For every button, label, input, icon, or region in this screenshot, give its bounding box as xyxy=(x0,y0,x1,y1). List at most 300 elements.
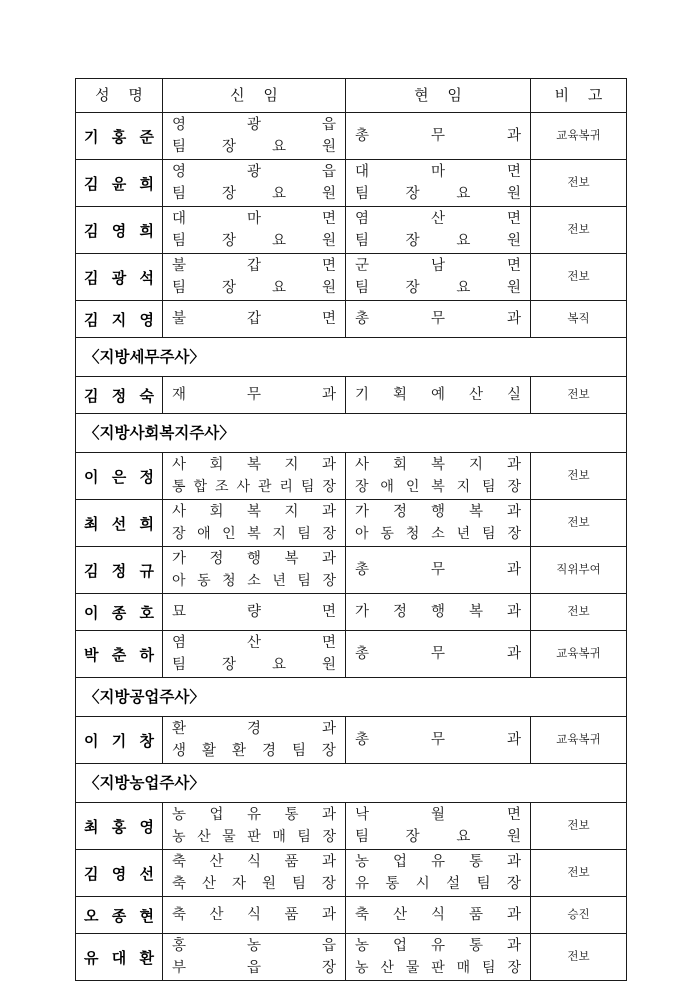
position-char: 장 xyxy=(405,233,420,249)
table-row xyxy=(76,803,627,850)
cell-remark xyxy=(531,934,627,981)
cell-new-position xyxy=(163,301,346,338)
position-char: 정 xyxy=(209,551,224,567)
position-line xyxy=(355,230,521,252)
position-line xyxy=(172,136,336,158)
cell-new-position xyxy=(163,547,346,594)
position-line xyxy=(355,302,521,336)
position-line xyxy=(172,378,336,412)
position-char: 월 xyxy=(430,807,445,823)
position-line xyxy=(172,570,336,592)
position-char: 과 xyxy=(506,938,521,954)
position-char: 과 xyxy=(506,311,521,327)
position-line xyxy=(355,898,521,932)
position-char: 과 xyxy=(321,387,336,403)
cell-name xyxy=(76,500,163,547)
table-row xyxy=(76,113,627,160)
position-text xyxy=(163,718,345,762)
position-text xyxy=(346,378,530,412)
cell-current-position xyxy=(346,254,531,301)
position-line xyxy=(172,501,336,523)
position-char: 소 xyxy=(431,526,445,542)
position-char: 원 xyxy=(321,233,336,249)
position-char: 식 xyxy=(430,907,445,923)
position-char: 활 xyxy=(201,743,216,759)
position-char: 농 xyxy=(246,938,261,954)
position-line xyxy=(172,718,336,740)
position-char: 원 xyxy=(321,280,336,296)
position-char: 합 xyxy=(193,479,208,495)
position-char: 업 xyxy=(209,807,224,823)
column-header-label: 신 임 xyxy=(230,86,285,104)
position-line xyxy=(355,454,521,476)
position-char: 복 xyxy=(284,551,299,567)
position-char: 과 xyxy=(506,604,521,620)
person-name: 오 종 현 xyxy=(84,906,158,925)
position-char: 농 xyxy=(355,938,370,954)
cell-new-position xyxy=(163,631,346,678)
cell-name xyxy=(76,301,163,338)
position-char: 기 xyxy=(355,387,370,403)
person-name: 이 종 호 xyxy=(84,603,158,622)
position-char: 마 xyxy=(246,211,261,227)
position-char: 총 xyxy=(355,646,370,662)
position-char: 년 xyxy=(456,526,471,542)
remark-text: 복직 xyxy=(567,311,590,326)
position-char: 통 xyxy=(468,854,483,870)
remark-text: 전보 xyxy=(567,468,590,483)
remark-text: 전보 xyxy=(567,818,590,833)
position-text xyxy=(346,161,530,205)
position-char: 복 xyxy=(468,504,483,520)
position-text xyxy=(346,454,530,498)
position-char: 통 xyxy=(172,479,186,495)
person-name: 김 광 석 xyxy=(84,268,158,287)
position-char: 총 xyxy=(355,128,370,144)
person-name: 최 선 희 xyxy=(84,514,158,533)
section-header-row xyxy=(76,764,627,803)
cell-remark xyxy=(531,113,627,160)
position-char: 유 xyxy=(430,938,445,954)
position-char: 팀 xyxy=(355,280,370,296)
position-char: 원 xyxy=(506,280,521,296)
position-line xyxy=(172,523,336,545)
position-char: 불 xyxy=(172,258,187,274)
cell-new-position xyxy=(163,594,346,631)
position-text xyxy=(346,804,530,848)
position-char: 읍 xyxy=(321,117,336,133)
position-char: 요 xyxy=(456,186,471,202)
position-char: 읍 xyxy=(321,164,336,180)
position-char: 장 xyxy=(507,479,521,495)
table-row xyxy=(76,850,627,897)
table-header-row xyxy=(76,79,627,113)
remark-text: 전보 xyxy=(567,222,590,237)
position-char: 면 xyxy=(506,164,521,180)
position-line xyxy=(172,114,336,136)
position-char: 무 xyxy=(430,646,445,662)
position-char: 애 xyxy=(197,526,211,542)
position-char: 과 xyxy=(506,907,521,923)
position-line xyxy=(172,548,336,570)
section-header-row xyxy=(76,338,627,377)
cell-remark xyxy=(531,594,627,631)
position-char: 농 xyxy=(355,960,369,976)
section-title: 〈지방세무주사〉 xyxy=(84,348,205,366)
position-char: 요 xyxy=(271,657,286,673)
person-name: 김 정 숙 xyxy=(84,386,158,405)
position-line xyxy=(172,476,336,498)
cell-new-position xyxy=(163,254,346,301)
cell-remark xyxy=(531,897,627,934)
position-char: 장 xyxy=(405,829,420,845)
position-text xyxy=(163,208,345,252)
position-line xyxy=(172,230,336,252)
position-char: 대 xyxy=(355,164,370,180)
position-line xyxy=(172,632,336,654)
position-char: 산 xyxy=(209,907,224,923)
position-char: 장 xyxy=(322,526,336,542)
position-char: 면 xyxy=(321,604,336,620)
remark-text: 교육복귀 xyxy=(556,732,601,747)
position-text xyxy=(346,553,530,587)
position-char: 산 xyxy=(468,387,483,403)
cell-current-position xyxy=(346,803,531,850)
table-row xyxy=(76,160,627,207)
position-char: 팀 xyxy=(297,829,311,845)
position-char: 회 xyxy=(209,504,224,520)
cell-name xyxy=(76,453,163,500)
position-line xyxy=(355,523,521,545)
cell-new-position xyxy=(163,160,346,207)
cell-current-position xyxy=(346,850,531,897)
section-header-cell xyxy=(76,338,627,377)
position-char: 장 xyxy=(506,876,521,892)
position-char: 년 xyxy=(272,573,286,589)
position-char: 원 xyxy=(506,186,521,202)
position-line xyxy=(355,595,521,629)
position-char: 요 xyxy=(456,829,471,845)
cell-remark xyxy=(531,631,627,678)
cell-new-position xyxy=(163,113,346,160)
cell-new-position xyxy=(163,453,346,500)
position-char: 장 xyxy=(321,743,336,759)
position-char: 팀 xyxy=(355,186,370,202)
cell-new-position xyxy=(163,207,346,254)
cell-name xyxy=(76,803,163,850)
section-header-row xyxy=(76,678,627,717)
position-char: 원 xyxy=(321,657,336,673)
position-line xyxy=(172,595,336,629)
cell-new-position xyxy=(163,803,346,850)
cell-name xyxy=(76,377,163,414)
position-char: 과 xyxy=(321,504,336,520)
position-char: 품 xyxy=(284,854,299,870)
position-char: 소 xyxy=(247,573,261,589)
position-char: 획 xyxy=(392,387,407,403)
cell-remark xyxy=(531,850,627,897)
position-char: 무 xyxy=(430,732,445,748)
section-title: 〈지방사회복지주사〉 xyxy=(84,424,235,442)
position-char: 팀 xyxy=(172,280,187,296)
position-text xyxy=(346,119,530,153)
position-text xyxy=(346,935,530,979)
cell-new-position xyxy=(163,377,346,414)
cell-current-position xyxy=(346,547,531,594)
position-char: 팀 xyxy=(355,233,370,249)
table-row xyxy=(76,254,627,301)
position-char: 정 xyxy=(392,604,407,620)
cell-remark xyxy=(531,160,627,207)
cell-current-position xyxy=(346,594,531,631)
cell-name xyxy=(76,850,163,897)
position-line xyxy=(172,826,336,848)
position-char: 남 xyxy=(430,258,445,274)
position-text xyxy=(163,302,345,336)
position-char: 팀 xyxy=(172,139,187,155)
person-name: 김 윤 희 xyxy=(84,174,158,193)
position-char: 인 xyxy=(222,526,236,542)
position-char: 장 xyxy=(172,526,186,542)
table-row xyxy=(76,897,627,934)
cell-name xyxy=(76,631,163,678)
position-char: 산 xyxy=(209,854,224,870)
table-body xyxy=(76,79,627,981)
person-name: 김 영 희 xyxy=(84,221,158,240)
position-line xyxy=(172,161,336,183)
position-char: 원 xyxy=(321,186,336,202)
position-line xyxy=(172,277,336,299)
column-header-label: 현 임 xyxy=(414,86,469,104)
position-char: 장 xyxy=(321,876,336,892)
cell-name xyxy=(76,254,163,301)
table-row xyxy=(76,207,627,254)
position-line xyxy=(355,804,521,826)
position-char: 염 xyxy=(172,635,187,651)
position-char: 자 xyxy=(231,876,246,892)
position-char: 품 xyxy=(284,907,299,923)
remark-text: 전보 xyxy=(567,175,590,190)
remark-text: 직위부여 xyxy=(556,562,601,577)
position-char: 원 xyxy=(506,829,521,845)
position-char: 원 xyxy=(321,139,336,155)
position-char: 축 xyxy=(172,854,187,870)
position-line xyxy=(355,935,521,957)
position-char: 복 xyxy=(468,604,483,620)
position-text xyxy=(163,501,345,545)
cell-new-position xyxy=(163,897,346,934)
position-char: 낙 xyxy=(355,807,370,823)
cell-name xyxy=(76,547,163,594)
position-char: 예 xyxy=(430,387,445,403)
cell-name xyxy=(76,207,163,254)
cell-new-position xyxy=(163,717,346,764)
cell-new-position xyxy=(163,850,346,897)
cell-remark xyxy=(531,803,627,850)
position-char: 팀 xyxy=(482,960,496,976)
position-char: 생 xyxy=(172,743,187,759)
position-char: 과 xyxy=(321,551,336,567)
cell-new-position xyxy=(163,934,346,981)
position-char: 팀 xyxy=(482,479,496,495)
person-name: 김 영 선 xyxy=(84,864,158,883)
position-char: 총 xyxy=(355,732,370,748)
position-text xyxy=(163,114,345,158)
position-text xyxy=(346,898,530,932)
position-char: 사 xyxy=(355,457,370,473)
cell-name xyxy=(76,717,163,764)
position-char: 통 xyxy=(468,938,483,954)
position-char: 홍 xyxy=(172,938,187,954)
position-char: 행 xyxy=(430,604,445,620)
section-header-cell xyxy=(76,414,627,453)
position-char: 팀 xyxy=(172,186,187,202)
column-header-label: 비 고 xyxy=(554,86,610,104)
position-char: 복 xyxy=(246,504,261,520)
position-char: 팀 xyxy=(172,233,187,249)
position-text xyxy=(163,255,345,299)
position-char: 장 xyxy=(507,526,521,542)
position-char: 식 xyxy=(246,854,261,870)
section-header-cell xyxy=(76,678,627,717)
table-row xyxy=(76,547,627,594)
position-char: 산 xyxy=(246,635,261,651)
position-char: 복 xyxy=(246,457,261,473)
position-text xyxy=(346,851,530,895)
table-row xyxy=(76,377,627,414)
position-char: 환 xyxy=(172,721,187,737)
position-char: 농 xyxy=(172,807,187,823)
position-line xyxy=(172,208,336,230)
position-char: 산 xyxy=(197,829,211,845)
position-char: 지 xyxy=(468,457,483,473)
cell-name xyxy=(76,113,163,160)
position-char: 농 xyxy=(355,854,370,870)
section-title: 〈지방공업주사〉 xyxy=(84,688,205,706)
position-text xyxy=(346,595,530,629)
position-text xyxy=(163,378,345,412)
position-char: 과 xyxy=(506,562,521,578)
position-char: 청 xyxy=(222,573,236,589)
position-char: 애 xyxy=(380,479,394,495)
position-char: 회 xyxy=(209,457,224,473)
position-char: 팀 xyxy=(297,526,311,542)
position-char: 과 xyxy=(506,504,521,520)
position-char: 동 xyxy=(380,526,394,542)
position-char: 인 xyxy=(405,479,420,495)
position-char: 물 xyxy=(405,960,420,976)
position-line xyxy=(355,957,521,979)
position-line xyxy=(355,119,521,153)
position-char: 장 xyxy=(322,479,336,495)
remark-text: 전보 xyxy=(567,949,590,964)
position-line xyxy=(172,935,336,957)
person-name: 기 홍 준 xyxy=(84,127,158,146)
position-char: 경 xyxy=(261,743,276,759)
column-header-label: 성 명 xyxy=(95,86,150,104)
position-char: 면 xyxy=(321,311,336,327)
person-name: 김 지 영 xyxy=(84,310,158,329)
position-char: 장 xyxy=(221,186,236,202)
table-row xyxy=(76,631,627,678)
position-char: 통 xyxy=(284,807,299,823)
cell-new-position xyxy=(163,500,346,547)
position-char: 과 xyxy=(506,854,521,870)
position-char: 지 xyxy=(284,504,299,520)
person-name: 유 대 환 xyxy=(84,948,158,967)
cell-current-position xyxy=(346,207,531,254)
cell-current-position xyxy=(346,301,531,338)
position-text xyxy=(163,161,345,205)
position-line xyxy=(172,898,336,932)
cell-remark xyxy=(531,254,627,301)
position-line xyxy=(172,654,336,676)
position-text xyxy=(163,851,345,895)
position-char: 판 xyxy=(431,960,445,976)
position-char: 면 xyxy=(506,211,521,227)
cell-current-position xyxy=(346,113,531,160)
table-row xyxy=(76,500,627,547)
position-char: 장 xyxy=(405,280,420,296)
position-char: 매 xyxy=(456,960,471,976)
position-char: 축 xyxy=(355,907,370,923)
position-text xyxy=(163,898,345,932)
position-char: 영 xyxy=(172,164,187,180)
position-char: 장 xyxy=(322,573,336,589)
position-char: 면 xyxy=(321,258,336,274)
position-char: 과 xyxy=(321,807,336,823)
person-name: 최 홍 영 xyxy=(84,817,158,836)
position-char: 장 xyxy=(221,233,236,249)
position-char: 동 xyxy=(197,573,211,589)
position-char: 팀 xyxy=(291,876,306,892)
position-char: 갑 xyxy=(246,258,261,274)
cell-current-position xyxy=(346,897,531,934)
position-char: 과 xyxy=(506,646,521,662)
position-char: 청 xyxy=(405,526,420,542)
column-header-name xyxy=(76,79,163,113)
personnel-transfer-table xyxy=(75,78,627,981)
position-line xyxy=(355,161,521,183)
position-char: 면 xyxy=(506,258,521,274)
position-line xyxy=(355,873,521,895)
position-char: 광 xyxy=(246,117,261,133)
position-char: 업 xyxy=(392,938,407,954)
position-char: 복 xyxy=(431,479,445,495)
position-char: 장 xyxy=(355,479,369,495)
cell-remark xyxy=(531,500,627,547)
cell-name xyxy=(76,934,163,981)
position-char: 요 xyxy=(271,186,286,202)
position-char: 요 xyxy=(271,280,286,296)
position-char: 산 xyxy=(392,907,407,923)
position-char: 팀 xyxy=(355,829,370,845)
cell-remark xyxy=(531,547,627,594)
position-char: 품 xyxy=(468,907,483,923)
column-header-remark xyxy=(531,79,627,113)
cell-remark xyxy=(531,301,627,338)
position-line xyxy=(355,183,521,205)
position-char: 아 xyxy=(172,573,186,589)
position-char: 장 xyxy=(221,139,236,155)
position-char: 염 xyxy=(355,211,370,227)
position-char: 요 xyxy=(271,139,286,155)
position-char: 가 xyxy=(355,504,370,520)
position-char: 판 xyxy=(247,829,261,845)
position-char: 설 xyxy=(446,876,461,892)
position-char: 팀 xyxy=(297,573,311,589)
position-text xyxy=(346,723,530,757)
